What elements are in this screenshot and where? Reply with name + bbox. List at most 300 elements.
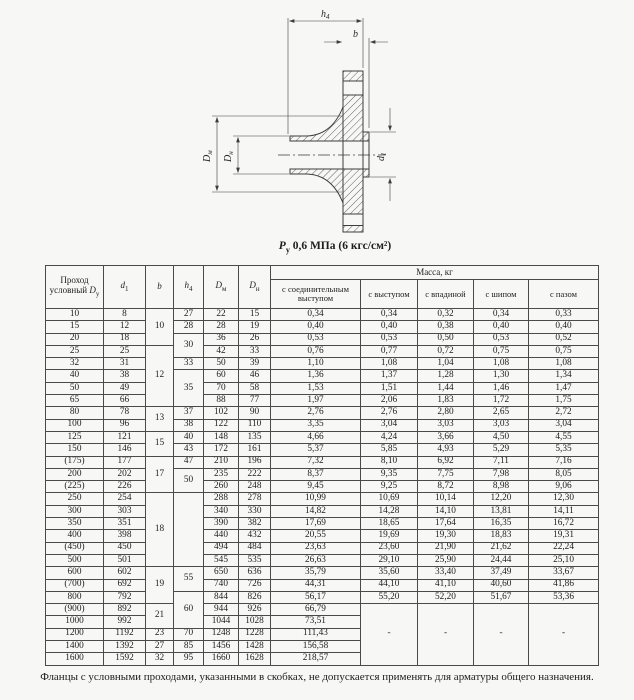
- cell-mass: 6,92: [418, 456, 474, 468]
- cell-mass: 1,08: [361, 358, 418, 370]
- cell-dy: 800: [46, 591, 104, 603]
- cell-mass: 218,57: [271, 653, 361, 665]
- cell-dm: 148: [204, 431, 239, 443]
- table-row: [46, 554, 599, 566]
- cell-mass: 35,60: [361, 567, 418, 579]
- cell-d1: 121: [104, 431, 146, 443]
- cell-mass: 14,82: [271, 505, 361, 517]
- cell-mass: 4,66: [271, 431, 361, 443]
- flange-dimensions-table: [45, 265, 599, 666]
- cell-mass: 10,99: [271, 493, 361, 505]
- cell-mass: 66,79: [271, 604, 361, 616]
- cell-mass: 9,35: [361, 468, 418, 480]
- cell-mass: 18,65: [361, 518, 418, 530]
- cell-mass: 4,55: [529, 431, 599, 443]
- pressure-caption: $P_у$ 0,6 МПа (6 кгс/см²): [278, 240, 392, 255]
- cell-mass: 1,53: [271, 382, 361, 394]
- cell-d1: 792: [104, 591, 146, 603]
- cell-mass: 0,53: [474, 333, 529, 345]
- flange-body-bottom: [290, 169, 369, 214]
- cell-mass: 2,76: [361, 407, 418, 419]
- cell-mass: 5,35: [529, 444, 599, 456]
- cell-d1: 1392: [104, 641, 146, 653]
- cell-mass: 19,31: [529, 530, 599, 542]
- cell-h4: 43: [174, 444, 204, 456]
- cell-dn: 58: [239, 382, 271, 394]
- cell-mass: 0,76: [271, 345, 361, 357]
- cell-mass: 1,36: [271, 370, 361, 382]
- cell-dm: 650: [204, 567, 239, 579]
- cell-dm: 545: [204, 554, 239, 566]
- cell-mass-dash: -: [474, 604, 529, 665]
- table-row: [46, 444, 599, 456]
- cell-mass: 7,75: [418, 468, 474, 480]
- cell-mass: 1,28: [418, 370, 474, 382]
- cell-h4: 85: [174, 641, 204, 653]
- cell-dm: 42: [204, 345, 239, 357]
- cell-mass: 1,75: [529, 395, 599, 407]
- table-row: [46, 604, 599, 616]
- cell-dn: 15: [239, 309, 271, 321]
- cell-d1: 450: [104, 542, 146, 554]
- cell-mass: 1,34: [529, 370, 599, 382]
- cell-b: 18: [146, 493, 174, 567]
- cell-mass: 3,04: [529, 419, 599, 431]
- cell-d1: 254: [104, 493, 146, 505]
- cell-dn: 636: [239, 567, 271, 579]
- cell-dn: 1428: [239, 641, 271, 653]
- cell-h4: 40: [174, 431, 204, 443]
- cell-mass: 12,30: [529, 493, 599, 505]
- cell-mass: 1,97: [271, 395, 361, 407]
- cell-mass: 51,67: [474, 591, 529, 603]
- cell-dy: (225): [46, 481, 104, 493]
- cell-dy: (700): [46, 579, 104, 591]
- cell-mass: 0,34: [474, 309, 529, 321]
- cell-mass: 19,30: [418, 530, 474, 542]
- cell-dn: 1028: [239, 616, 271, 628]
- cell-b: 17: [146, 456, 174, 493]
- cell-mass: 1,08: [474, 358, 529, 370]
- cell-mass: 44,31: [271, 579, 361, 591]
- cell-d1: 66: [104, 395, 146, 407]
- cell-mass: 1,44: [418, 382, 474, 394]
- cell-dm: 260: [204, 481, 239, 493]
- cell-d1: 12: [104, 321, 146, 333]
- cell-dy: (450): [46, 542, 104, 554]
- cell-mass: 56,17: [271, 591, 361, 603]
- cell-mass: 0,33: [529, 309, 599, 321]
- cell-d1: 398: [104, 530, 146, 542]
- cell-mass: 1,08: [529, 358, 599, 370]
- cell-dy: 20: [46, 333, 104, 345]
- table-row: [46, 518, 599, 530]
- cell-dn: 46: [239, 370, 271, 382]
- cell-mass: 21,62: [474, 542, 529, 554]
- cell-dm: 210: [204, 456, 239, 468]
- header-mass-col: с впадиной: [418, 280, 474, 309]
- cell-mass: 1,10: [271, 358, 361, 370]
- cell-dm: 340: [204, 505, 239, 517]
- header-mass-col: с выступом: [361, 280, 418, 309]
- cell-dy: 80: [46, 407, 104, 419]
- cell-mass: 14,10: [418, 505, 474, 517]
- table-row: [46, 419, 599, 431]
- cell-dm: 102: [204, 407, 239, 419]
- cell-dm: 36: [204, 333, 239, 345]
- cell-mass: 8,98: [474, 481, 529, 493]
- cell-mass: 16,72: [529, 518, 599, 530]
- cell-b: 12: [146, 345, 174, 406]
- cell-b: 27: [146, 641, 174, 653]
- cell-dn: 90: [239, 407, 271, 419]
- cell-mass: 24,44: [474, 554, 529, 566]
- cell-dy: 65: [46, 395, 104, 407]
- table-row: [46, 431, 599, 443]
- cell-mass: 1,30: [474, 370, 529, 382]
- cell-d1: 177: [104, 456, 146, 468]
- cell-mass-dash: -: [418, 604, 474, 665]
- cell-mass: 3,66: [418, 431, 474, 443]
- cell-mass: 13,81: [474, 505, 529, 517]
- table-row: [46, 370, 599, 382]
- cell-mass: 10,14: [418, 493, 474, 505]
- cell-dm: 1660: [204, 653, 239, 665]
- cell-d1: 8: [104, 309, 146, 321]
- cell-mass: 33,67: [529, 567, 599, 579]
- cell-mass: 4,24: [361, 431, 418, 443]
- header-dm: $D_м$: [204, 266, 239, 309]
- cell-dn: 484: [239, 542, 271, 554]
- header-b: b: [146, 266, 174, 309]
- cell-mass: 5,29: [474, 444, 529, 456]
- cell-mass: 7,32: [271, 456, 361, 468]
- header-d1: $d_1$: [104, 266, 146, 309]
- cell-mass: 2,65: [474, 407, 529, 419]
- table-row: [46, 530, 599, 542]
- cell-mass: 4,93: [418, 444, 474, 456]
- cell-dy: 125: [46, 431, 104, 443]
- cell-mass: 14,11: [529, 505, 599, 517]
- cell-mass: 3,35: [271, 419, 361, 431]
- cell-mass: 1,46: [474, 382, 529, 394]
- cell-dn: 33: [239, 345, 271, 357]
- cell-h4: 95: [174, 653, 204, 665]
- cell-mass: 1,51: [361, 382, 418, 394]
- cell-mass: 0,40: [529, 321, 599, 333]
- cell-dy: (175): [46, 456, 104, 468]
- cell-mass: 4,50: [474, 431, 529, 443]
- cell-d1: 501: [104, 554, 146, 566]
- cell-dm: 50: [204, 358, 239, 370]
- cell-dy: 15: [46, 321, 104, 333]
- cell-dm: 1248: [204, 628, 239, 640]
- cell-b: 15: [146, 431, 174, 456]
- cell-dm: 844: [204, 591, 239, 603]
- header-dy: Проход условный $D_у$: [46, 266, 104, 309]
- cell-mass: 0,40: [271, 321, 361, 333]
- cell-dn: 19: [239, 321, 271, 333]
- cell-mass: 0,53: [271, 333, 361, 345]
- cell-dn: 135: [239, 431, 271, 443]
- dim-label-dn: $D_н$: [223, 151, 235, 162]
- cell-b: 19: [146, 567, 174, 604]
- cell-mass: 0,53: [361, 333, 418, 345]
- cell-mass: 17,69: [271, 518, 361, 530]
- cell-dn: 77: [239, 395, 271, 407]
- table-row: [46, 456, 599, 468]
- cell-mass: 55,20: [361, 591, 418, 603]
- cell-dm: 235: [204, 468, 239, 480]
- table-row: [46, 591, 599, 603]
- cell-mass: 41,86: [529, 579, 599, 591]
- cell-mass: 2,76: [271, 407, 361, 419]
- cell-mass: 23,63: [271, 542, 361, 554]
- cell-dm: 70: [204, 382, 239, 394]
- cell-dm: 944: [204, 604, 239, 616]
- cell-h4: 60: [174, 591, 204, 628]
- table-row: [46, 309, 599, 321]
- cell-mass: 0,32: [418, 309, 474, 321]
- cell-mass: 0,40: [361, 321, 418, 333]
- cell-mass: 1,72: [474, 395, 529, 407]
- cell-h4: 47: [174, 456, 204, 468]
- cell-mass: 2,72: [529, 407, 599, 419]
- dim-label-h4: $h_4$: [321, 9, 330, 21]
- cell-mass: 10,69: [361, 493, 418, 505]
- cell-mass: 0,50: [418, 333, 474, 345]
- header-mass-col: с соединительным выступом: [271, 280, 361, 309]
- cell-d1: 38: [104, 370, 146, 382]
- cell-dm: 494: [204, 542, 239, 554]
- table-row: [46, 505, 599, 517]
- cell-b: 10: [146, 309, 174, 346]
- cell-mass: 1,04: [418, 358, 474, 370]
- cell-dy: 100: [46, 419, 104, 431]
- cell-mass: 20,55: [271, 530, 361, 542]
- table-row: [46, 542, 599, 554]
- cell-mass: 9,25: [361, 481, 418, 493]
- cell-mass: 0,75: [529, 345, 599, 357]
- cell-dn: 161: [239, 444, 271, 456]
- dim-label-d1: $d_1$: [376, 152, 388, 161]
- cell-dy: 1600: [46, 653, 104, 665]
- table-row: [46, 407, 599, 419]
- footnote: Фланцы с условными проходами, указанными в скобках, не допускается применять для арматуры общего назначения.: [40, 671, 594, 683]
- table-row: [46, 321, 599, 333]
- table-row: [46, 333, 599, 345]
- cell-mass: 2,80: [418, 407, 474, 419]
- cell-dy: (900): [46, 604, 104, 616]
- cell-dy: 1200: [46, 628, 104, 640]
- cell-mass: 19,69: [361, 530, 418, 542]
- cell-mass: 7,16: [529, 456, 599, 468]
- cell-dn: 110: [239, 419, 271, 431]
- cell-dm: 440: [204, 530, 239, 542]
- cell-mass: 33,40: [418, 567, 474, 579]
- cell-mass: 37,49: [474, 567, 529, 579]
- cell-mass: 23,60: [361, 542, 418, 554]
- dim-label-b: b: [353, 29, 358, 40]
- cell-dy: 40: [46, 370, 104, 382]
- cell-mass: 17,64: [418, 518, 474, 530]
- cell-mass: 3,04: [361, 419, 418, 431]
- cell-dy: 1000: [46, 616, 104, 628]
- flange-table-body: [46, 309, 599, 666]
- cell-mass: 40,60: [474, 579, 529, 591]
- header-mass-group: Масса, кг: [271, 266, 599, 280]
- cell-mass: 0,52: [529, 333, 599, 345]
- cell-dy: 150: [46, 444, 104, 456]
- header-mass-col: с пазом: [529, 280, 599, 309]
- cell-mass: 8,37: [271, 468, 361, 480]
- cell-dy: 600: [46, 567, 104, 579]
- cell-dy: 500: [46, 554, 104, 566]
- cell-mass: 41,10: [418, 579, 474, 591]
- cell-h4: 35: [174, 370, 204, 407]
- cell-dy: 25: [46, 345, 104, 357]
- cell-mass-dash: -: [529, 604, 599, 665]
- cell-h4: 28: [174, 321, 204, 333]
- cell-dn: 1628: [239, 653, 271, 665]
- flange-section-drawing: [185, 4, 475, 240]
- cell-b: 32: [146, 653, 174, 665]
- cell-dy: 50: [46, 382, 104, 394]
- cell-dn: 1228: [239, 628, 271, 640]
- cell-mass: 14,28: [361, 505, 418, 517]
- cell-mass: 3,03: [474, 419, 529, 431]
- cell-dm: 22: [204, 309, 239, 321]
- cell-d1: 992: [104, 616, 146, 628]
- cell-d1: 1592: [104, 653, 146, 665]
- cell-mass: 1,37: [361, 370, 418, 382]
- cell-dn: 39: [239, 358, 271, 370]
- table-row: [46, 567, 599, 579]
- cell-mass: 0,75: [474, 345, 529, 357]
- cell-mass: 156,58: [271, 641, 361, 653]
- cell-dy: 300: [46, 505, 104, 517]
- cell-mass: 0,72: [418, 345, 474, 357]
- cell-dn: 196: [239, 456, 271, 468]
- cell-mass: 44,10: [361, 579, 418, 591]
- cell-b: 21: [146, 604, 174, 629]
- cell-dn: 535: [239, 554, 271, 566]
- table-row: [46, 382, 599, 394]
- cell-dy: 200: [46, 468, 104, 480]
- flange-body-top: [290, 95, 369, 141]
- cell-dy: 350: [46, 518, 104, 530]
- cell-h4: 33: [174, 358, 204, 370]
- cell-mass: 25,10: [529, 554, 599, 566]
- cell-d1: 78: [104, 407, 146, 419]
- table-row: [46, 468, 599, 480]
- cell-mass: 35,79: [271, 567, 361, 579]
- cell-mass: 0,77: [361, 345, 418, 357]
- cell-dn: 382: [239, 518, 271, 530]
- cell-d1: 1192: [104, 628, 146, 640]
- cell-mass-dash: -: [361, 604, 418, 665]
- cell-h4: 27: [174, 309, 204, 321]
- cell-mass: 26,63: [271, 554, 361, 566]
- header-dn: $D_н$: [239, 266, 271, 309]
- cell-mass: 0,34: [271, 309, 361, 321]
- table-row: [46, 358, 599, 370]
- cell-mass: 1,83: [418, 395, 474, 407]
- cell-dm: 390: [204, 518, 239, 530]
- cell-dn: 826: [239, 591, 271, 603]
- table-row: [46, 493, 599, 505]
- cell-d1: 351: [104, 518, 146, 530]
- cell-d1: 692: [104, 579, 146, 591]
- cell-mass: 8,05: [529, 468, 599, 480]
- cell-mass: 53,36: [529, 591, 599, 603]
- cell-dm: 88: [204, 395, 239, 407]
- cell-h4: 70: [174, 628, 204, 640]
- cell-mass: 0,38: [418, 321, 474, 333]
- cell-mass: 25,90: [418, 554, 474, 566]
- cell-mass: 8,10: [361, 456, 418, 468]
- cell-h4: 38: [174, 419, 204, 431]
- cell-d1: 146: [104, 444, 146, 456]
- cell-dn: 278: [239, 493, 271, 505]
- cell-mass: 52,20: [418, 591, 474, 603]
- cell-h4: 50: [174, 468, 204, 493]
- cell-dm: 60: [204, 370, 239, 382]
- cell-dy: 250: [46, 493, 104, 505]
- table-row: [46, 345, 599, 357]
- cell-h4: 37: [174, 407, 204, 419]
- cell-dn: 26: [239, 333, 271, 345]
- cell-d1: 25: [104, 345, 146, 357]
- cell-h4: 55: [174, 567, 204, 592]
- cell-dm: 172: [204, 444, 239, 456]
- cell-mass: 5,37: [271, 444, 361, 456]
- cell-dm: 288: [204, 493, 239, 505]
- cell-b: 13: [146, 407, 174, 432]
- cell-mass: 1,47: [529, 382, 599, 394]
- cell-dy: 10: [46, 309, 104, 321]
- cell-mass: 0,40: [474, 321, 529, 333]
- dim-label-dm: $D_м$: [202, 150, 214, 162]
- cell-dm: 740: [204, 579, 239, 591]
- cell-dm: 122: [204, 419, 239, 431]
- cell-mass: 2,06: [361, 395, 418, 407]
- cell-b: 23: [146, 628, 174, 640]
- cell-dy: 400: [46, 530, 104, 542]
- header-mass-col: с шипом: [474, 280, 529, 309]
- cell-dm: 28: [204, 321, 239, 333]
- cell-mass: 9,45: [271, 481, 361, 493]
- cell-h4: [174, 493, 204, 567]
- cell-dn: 222: [239, 468, 271, 480]
- table-row: [46, 395, 599, 407]
- cell-d1: 892: [104, 604, 146, 616]
- cell-mass: 18,83: [474, 530, 529, 542]
- cell-mass: 5,85: [361, 444, 418, 456]
- header-h4: $h_4$: [174, 266, 204, 309]
- cell-dn: 926: [239, 604, 271, 616]
- cell-mass: 22,24: [529, 542, 599, 554]
- cell-dn: 726: [239, 579, 271, 591]
- cell-dy: 1400: [46, 641, 104, 653]
- cell-d1: 49: [104, 382, 146, 394]
- cell-dm: 1456: [204, 641, 239, 653]
- cell-mass: 8,72: [418, 481, 474, 493]
- cell-d1: 303: [104, 505, 146, 517]
- table-row: [46, 481, 599, 493]
- cell-dn: 248: [239, 481, 271, 493]
- cell-mass: 7,11: [474, 456, 529, 468]
